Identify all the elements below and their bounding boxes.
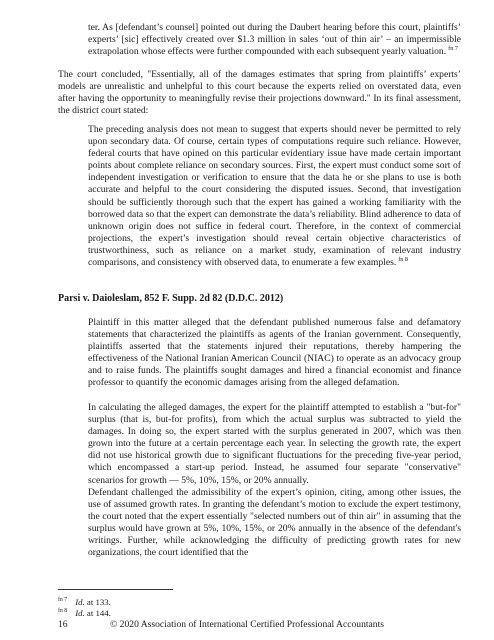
footnote-mark: fn 7 xyxy=(58,597,68,604)
body-paragraph-court-concluded: The court concluded, "Essentially, all of the damages estimates that spring from plaintiffs’ experts’ models are unrealistic and unhelpful to this court because the experts relied on overstated data, even after having the opportunity to meaningfully revise their projections downward." In its final assessment, the district court stated: xyxy=(58,69,461,117)
footnote-text: at 144. xyxy=(84,608,111,618)
footnote-divider xyxy=(58,589,173,590)
footnote-7 xyxy=(58,597,111,608)
page-number: 16 xyxy=(58,619,68,630)
block-quote-text: The preceding analysis does not mean to suggest that experts should never be permitted to rely upon secondary data. Of course, certain types of computations require such reliance. However, federal courts that have opined on this particular evidentiary issue have made certain important points about complete reliance on secondary sources. First, the expert must conduct some sort of independent investigation or verification to ensure that the data he or she plans to use is both accurate and helpful to the court considering the disputed issues. Second, that investigation should be sufficiently thorough such that the expert has gained a working familiarity with the borrowed data so that the expert can demonstrate the data’s reliability. Blind adherence to data of unknown origin does not suffice in federal court. Therefore, in the context of commercial projections, the expert’s investigation should reveal certain objective characteristics of trustworthiness, such as reliance on a market study, examination of relevant industry comparisons, and consistency with observed data, to enumerate a few examples. xyxy=(88,124,461,269)
case-heading: Parsi v. Daioleslam, 852 F. Supp. 2d 82 (D.D.C. 2012) xyxy=(58,293,284,304)
block-quote-district-court xyxy=(88,124,461,269)
footnote-citation: Id. xyxy=(75,597,85,607)
footnote-mark: fn 8 xyxy=(58,608,68,615)
body-paragraph-parsi-facts: Plaintiff in this matter alleged that the defendant published numerous false and defamatory statements that characterized the plaintiffs as agents of the Iranian government. Consequently, plaintiffs asserted that the statements injured their reputations, thereby hampering the effectiveness of the National Iranian American Council (NIAC) to operate as an advocacy group and to raise funds. The plaintiffs sought damages and hired a financial economist and finance professor to quantify the economic damages arising from the alleged defamation. xyxy=(88,317,461,389)
footnote-text: at 133. xyxy=(84,597,111,607)
footnote-reference-7[interactable]: fn 7 xyxy=(448,45,458,52)
block-quote-text: ter. As [defendant’s counsel] pointed out during the Daubert hearing before this court, plaintiffs’ experts’ [sic] effectively created over $1.3 million in sales ‘out of thin air’ – an impermissible extrapolation whose effects were further compounded with each subsequent yearly valuation. xyxy=(88,22,461,58)
block-quote-daubert xyxy=(88,22,461,58)
footnote-citation: Id. xyxy=(75,608,85,618)
body-paragraph-damages-calculation: In calculating the alleged damages, the expert for the plaintiff attempted to establish a "but-for" surplus (that is, but-for profits), from which the actual surplus was subtracted to yield the damages. In doing so, the expert started with the surplus generated in 2007, which was then grown into the future at a certain percentage each year. In selecting the growth rate, the expert did not use historical growth due to significant fluctuations for the preceding five-year period, which encompassed a start-up period. Instead, he assumed four separate "conservative" scenarios for growth — 5%, 10%, 15%, or 20% annually. xyxy=(88,402,461,486)
body-paragraph-admissibility: Defendant challenged the admissibility of the expert’s opinion, citing, among other issues, the use of assumed growth rates. In granting the defendant’s motion to exclude the expert testimony, the court noted that the expert essentially "selected numbers out of thin air" in assuming that the surplus would have grown at 5%, 10%, 15%, or 20% annually in the absence of the defendant's writings. Further, while acknowledging the difficulty of predicting growth rates for new organizations, the court identified that the xyxy=(88,487,461,559)
copyright-notice: © 2020 Association of International Certified Professional Accountants xyxy=(110,619,384,630)
footnote-reference-8[interactable]: fn 8 xyxy=(398,255,409,263)
footnote-8 xyxy=(58,608,111,619)
